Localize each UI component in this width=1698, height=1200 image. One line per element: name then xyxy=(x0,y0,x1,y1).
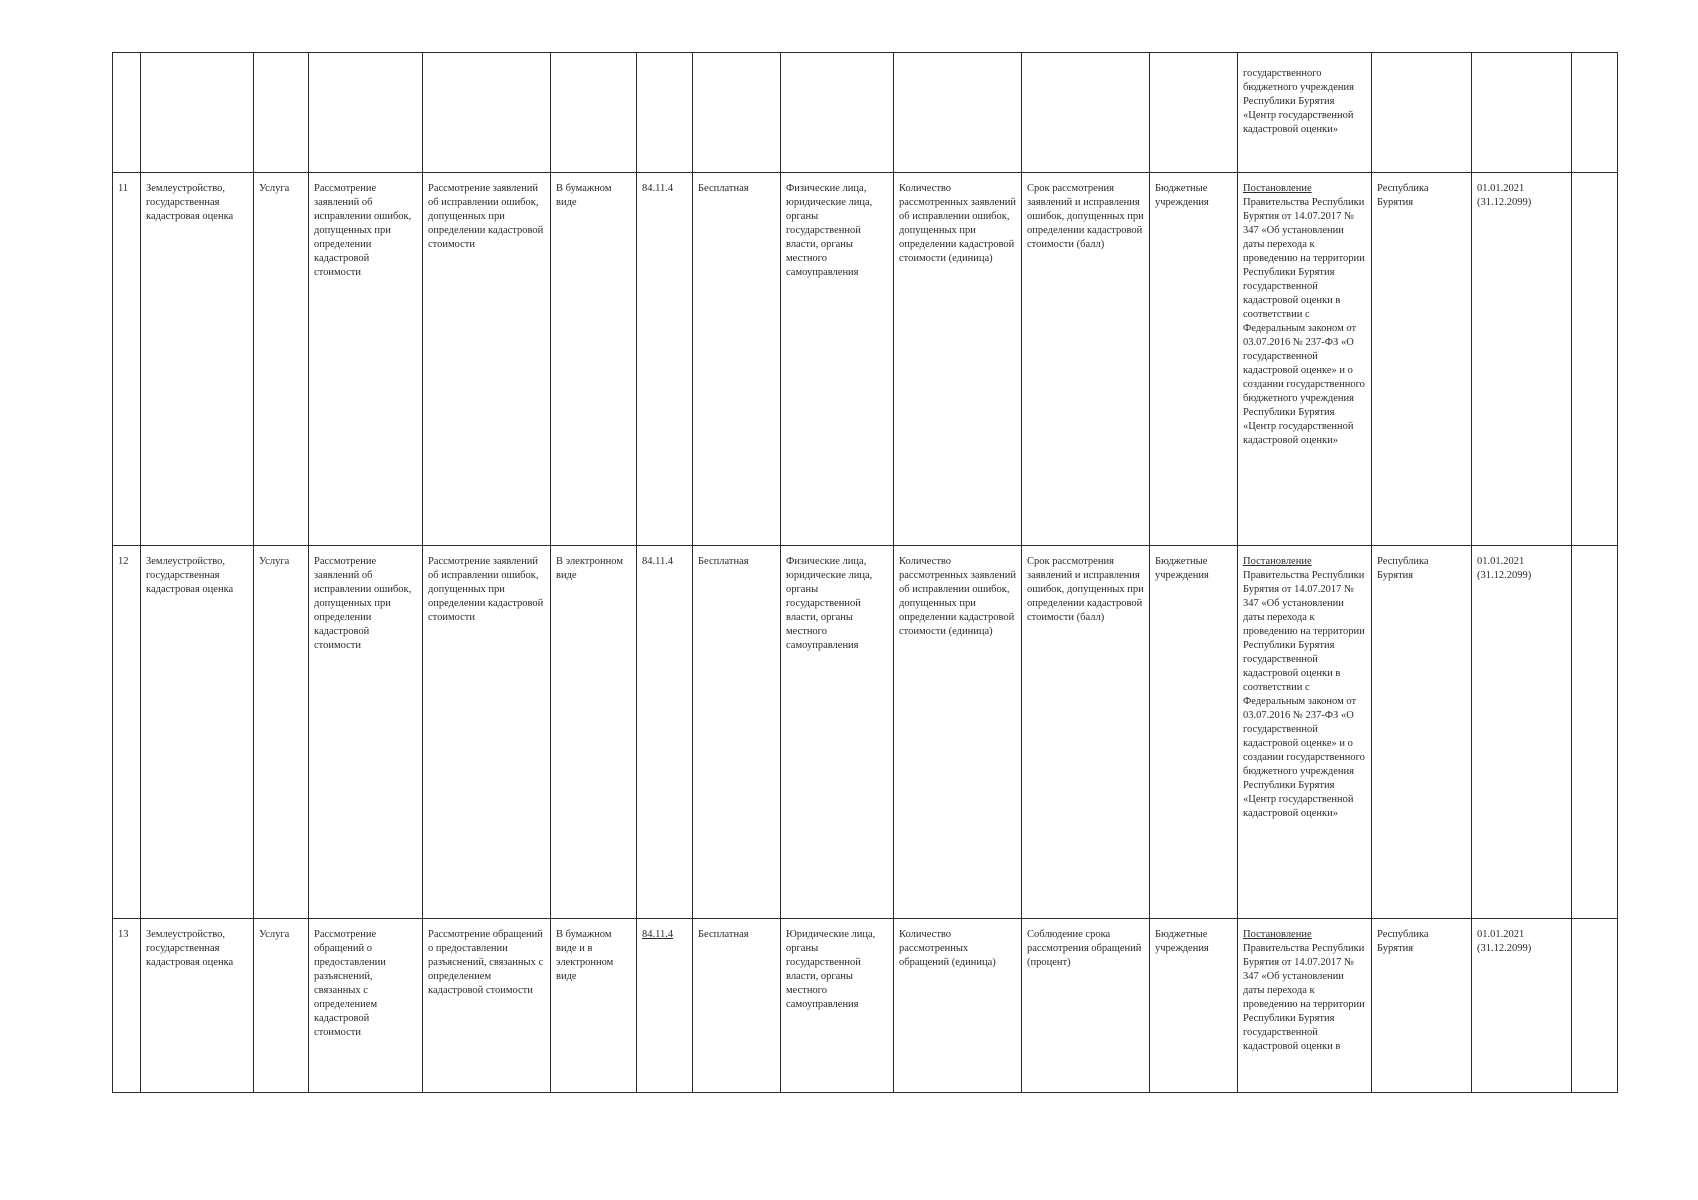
cell-extra xyxy=(1572,546,1618,919)
cell-recipients xyxy=(781,53,894,173)
cell-level: Республика Бурятия xyxy=(1372,919,1472,1093)
services-registry-table xyxy=(112,52,1618,1093)
cell-num xyxy=(113,53,141,173)
table-row xyxy=(113,546,1618,919)
cell-dates: 01.01.2021 (31.12.2099) xyxy=(1472,919,1572,1093)
cell-legal-basis: государственного бюджетного учреждения Республики Бурятия «Центр государственной кадастровой оценки» xyxy=(1238,53,1372,173)
cell-institution-type xyxy=(1150,53,1238,173)
cell-form: В электронном виде xyxy=(551,546,637,919)
cell-okved: 84.11.4 xyxy=(637,546,693,919)
cell-name: Рассмотрение заявлений об исправлении ошибок, допущенных при определении кадастровой стоимости xyxy=(309,546,423,919)
cell-okved xyxy=(637,919,693,1093)
cell-type: Услуга xyxy=(254,173,309,546)
cell-legal-basis xyxy=(1238,546,1372,919)
cell-industry: Землеустройство, государственная кадастровая оценка xyxy=(141,173,254,546)
cell-quality-indicator: Соблюдение срока рассмотрения обращений (процент) xyxy=(1022,919,1150,1093)
cell-dates xyxy=(1472,53,1572,173)
cell-volume-indicator xyxy=(894,53,1022,173)
cell-paid: Бесплатная xyxy=(693,173,781,546)
cell-paid: Бесплатная xyxy=(693,546,781,919)
cell-form xyxy=(551,53,637,173)
cell-level: Республика Бурятия xyxy=(1372,173,1472,546)
cell-content: Рассмотрение обращений о предоставлении разъяснений, связанных с определением кадастровой стоимости xyxy=(423,919,551,1093)
cell-volume-indicator: Количество рассмотренных заявлений об исправлении ошибок, допущенных при определении кадастровой стоимости (единица) xyxy=(894,546,1022,919)
cell-legal-basis xyxy=(1238,919,1372,1093)
cell-okved xyxy=(637,53,693,173)
cell-okved: 84.11.4 xyxy=(637,173,693,546)
cell-extra xyxy=(1572,919,1618,1093)
cell-form: В бумажном виде и в электронном виде xyxy=(551,919,637,1093)
cell-volume-indicator: Количество рассмотренных заявлений об исправлении ошибок, допущенных при определении кадастровой стоимости (единица) xyxy=(894,173,1022,546)
legal-basis-link: Постановление xyxy=(1243,556,1312,567)
cell-institution-type: Бюджетные учреждения xyxy=(1150,919,1238,1093)
cell-legal-basis xyxy=(1238,173,1372,546)
cell-name: Рассмотрение обращений о предоставлении разъяснений, связанных с определением кадастровой стоимости xyxy=(309,919,423,1093)
cell-dates: 01.01.2021 (31.12.2099) xyxy=(1472,173,1572,546)
cell-paid xyxy=(693,53,781,173)
cell-content xyxy=(423,53,551,173)
cell-institution-type: Бюджетные учреждения xyxy=(1150,546,1238,919)
cell-volume-indicator: Количество рассмотренных обращений (единица) xyxy=(894,919,1022,1093)
table-row xyxy=(113,919,1618,1093)
cell-institution-type: Бюджетные учреждения xyxy=(1150,173,1238,546)
cell-extra xyxy=(1572,173,1618,546)
cell-type: Услуга xyxy=(254,546,309,919)
cell-paid: Бесплатная xyxy=(693,919,781,1093)
cell-content: Рассмотрение заявлений об исправлении ошибок, допущенных при определении кадастровой стоимости xyxy=(423,546,551,919)
legal-basis-text: Правительства Республики Бурятия от 14.07.2017 № 347 «Об установлении даты перехода к проведению на территории Республики Бурятия государственной кадастровой оценки в соответствии с Федеральным законом от 03.07.2016 № 237-ФЗ «О государственной кадастровой оценке» и о создании государственного бюджетного учреждения Республики Бурятия «Центр государственной кадастровой оценки» xyxy=(1243,570,1365,819)
cell-name xyxy=(309,53,423,173)
cell-quality-indicator: Срок рассмотрения заявлений и исправления ошибок, допущенных при определении кадастровой стоимости (балл) xyxy=(1022,173,1150,546)
cell-recipients: Юридические лица, органы государственной власти, органы местного самоуправления xyxy=(781,919,894,1093)
cell-content: Рассмотрение заявлений об исправлении ошибок, допущенных при определении кадастровой стоимости xyxy=(423,173,551,546)
legal-basis-link: Постановление xyxy=(1243,929,1312,940)
cell-type xyxy=(254,53,309,173)
cell-name: Рассмотрение заявлений об исправлении ошибок, допущенных при определении кадастровой стоимости xyxy=(309,173,423,546)
cell-type: Услуга xyxy=(254,919,309,1093)
cell-recipients: Физические лица, юридические лица, органы государственной власти, органы местного самоуправления xyxy=(781,546,894,919)
cell-industry xyxy=(141,53,254,173)
cell-form: В бумажном виде xyxy=(551,173,637,546)
cell-quality-indicator xyxy=(1022,53,1150,173)
okved-code: 84.11.4 xyxy=(642,929,674,940)
cell-level: Республика Бурятия xyxy=(1372,546,1472,919)
cell-num: 11 xyxy=(113,173,141,546)
cell-num: 12 xyxy=(113,546,141,919)
cell-quality-indicator: Срок рассмотрения заявлений и исправления ошибок, допущенных при определении кадастровой стоимости (балл) xyxy=(1022,546,1150,919)
cell-dates: 01.01.2021 (31.12.2099) xyxy=(1472,546,1572,919)
legal-basis-link: Постановление xyxy=(1243,183,1312,194)
legal-basis-text: Правительства Республики Бурятия от 14.07.2017 № 347 «Об установлении даты перехода к проведению на территории Республики Бурятия государственной кадастровой оценки в соответствии с Федеральным законом от 03.07.2016 № 237-ФЗ «О государственной кадастровой оценке» и о создании государственного бюджетного учреждения Республики Бурятия «Центр государственной кадастровой оценки» xyxy=(1243,197,1365,446)
legal-basis-text: Правительства Республики Бурятия от 14.07.2017 № 347 «Об установлении даты перехода к проведению на территории Республики Бурятия государственной кадастровой оценки в xyxy=(1243,943,1365,1052)
table-row xyxy=(113,173,1618,546)
cell-recipients: Физические лица, юридические лица, органы государственной власти, органы местного самоуправления xyxy=(781,173,894,546)
cell-extra xyxy=(1572,53,1618,173)
cell-industry: Землеустройство, государственная кадастровая оценка xyxy=(141,546,254,919)
cell-num: 13 xyxy=(113,919,141,1093)
cell-level xyxy=(1372,53,1472,173)
cell-industry: Землеустройство, государственная кадастровая оценка xyxy=(141,919,254,1093)
table-row xyxy=(113,53,1618,173)
